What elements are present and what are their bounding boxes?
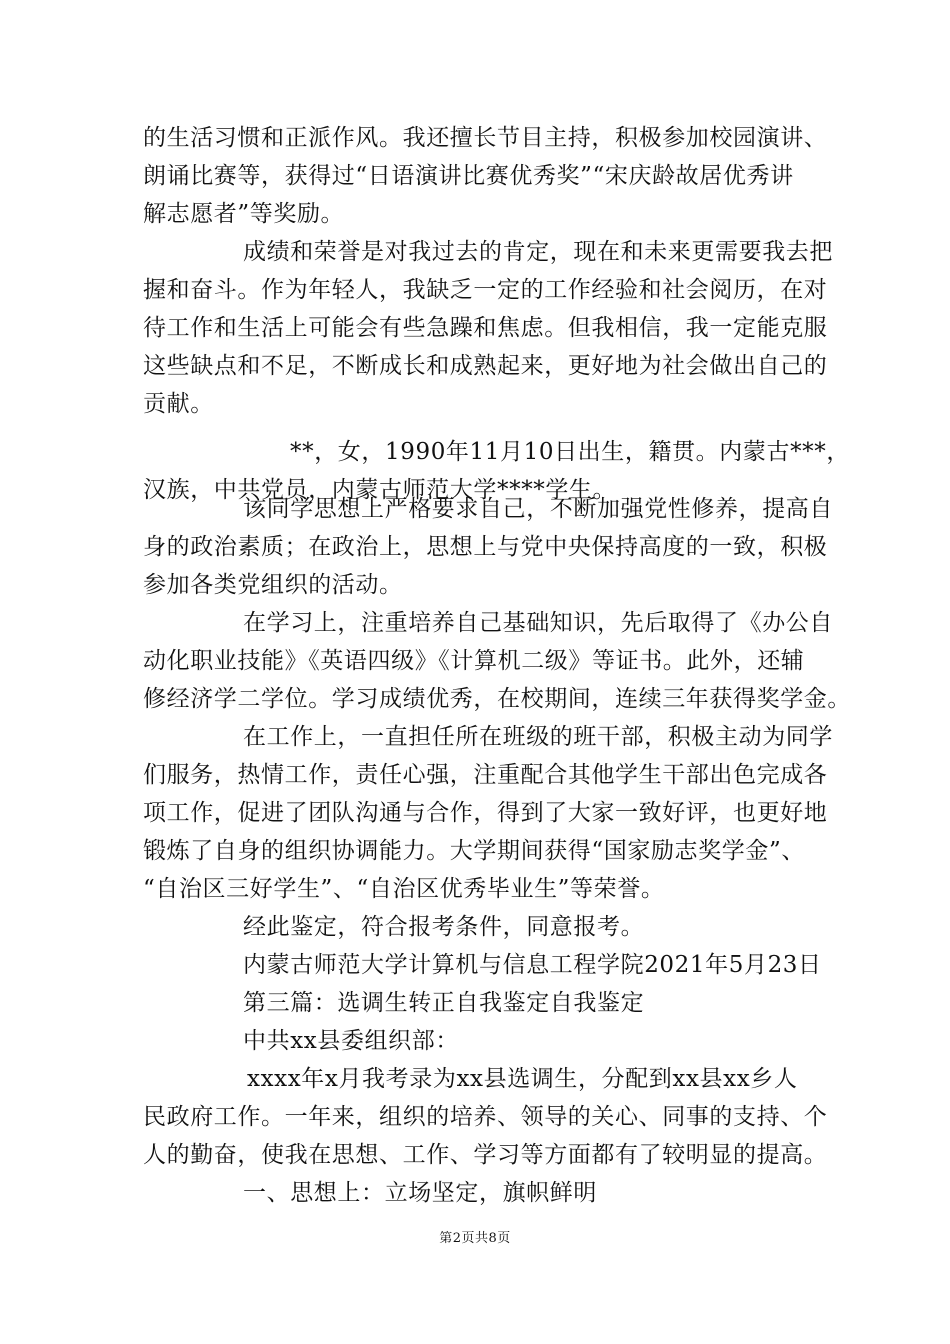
text-line: 们服务，热情工作，责任心强，注重配合其他学生干部出色完成各 xyxy=(143,762,828,788)
text-line: 身的政治素质；在政治上，思想上与党中央保持高度的一致，积极 xyxy=(143,534,828,560)
text-line: 修经济学二学位。学习成绩优秀，在校期间，连续三年获得奖学金。 xyxy=(143,686,851,712)
text-line: 在学习上，注重培养自己基础知识，先后取得了《办公自 xyxy=(243,610,833,636)
text-line: 这些缺点和不足，不断成长和成熟起来，更好地为社会做出自己的 xyxy=(143,353,828,379)
text-line: 动化职业技能》《英语四级》《计算机二级》等证书。此外，还辅 xyxy=(143,648,805,674)
text-line: 该同学思想上严格要求自己，不断加强党性修养，提高自 xyxy=(243,496,833,522)
text-line: 锻炼了自身的组织协调能力。大学期间获得“国家励志奖学金”、 xyxy=(143,838,805,864)
text-line: 在工作上，一直担任所在班级的班干部，积极主动为同学 xyxy=(243,724,833,750)
text-line: 内蒙古师范大学计算机与信息工程学院2021年5月23日 xyxy=(243,952,822,978)
subsection-heading: 一、思想上：立场坚定，旗帜鲜明 xyxy=(243,1180,597,1206)
page-number: 第2页共8页 xyxy=(439,1231,511,1246)
text-line: 汉族，中共党员，内蒙古师范大学****学生。 xyxy=(143,477,617,503)
section-heading: 第三篇：选调生转正自我鉴定自我鉴定 xyxy=(243,990,645,1016)
text-line: “自治区三好学生”、“自治区优秀毕业生”等荣誉。 xyxy=(143,876,665,902)
text-line: 经此鉴定，符合报考条件，同意报考。 xyxy=(243,914,645,940)
text-line: 人的勤奋，使我在思想、工作、学习等方面都有了较明显的提高。 xyxy=(143,1142,828,1168)
text-line: **，女，1990年11月10日出生，籍贯。内蒙古***， xyxy=(290,439,850,465)
text-line: 民政府工作。一年来，组织的培养、领导的关心、同事的支持、个 xyxy=(143,1104,828,1130)
text-line: 的生活习惯和正派作风。我还擅长节目主持，积极参加校园演讲、 xyxy=(143,125,828,151)
text-line: xxxx年x月我考录为xx县选调生，分配到xx县xx乡人 xyxy=(247,1066,798,1092)
text-line: 解志愿者”等奖励。 xyxy=(143,201,345,227)
text-line: 成绩和荣誉是对我过去的肯定，现在和未来更需要我去把 xyxy=(243,239,833,265)
salutation: 中共xx县委组织部： xyxy=(243,1028,459,1054)
text-line: 握和奋斗。作为年轻人，我缺乏一定的工作经验和社会阅历，在对 xyxy=(143,277,828,303)
text-line: 参加各类党组织的活动。 xyxy=(143,572,403,598)
text-line: 朗诵比赛等，获得过“日语演讲比赛优秀奖”“宋庆龄故居优秀讲 xyxy=(143,163,794,189)
text-line: 贡献。 xyxy=(143,391,214,417)
text-line: 项工作，促进了团队沟通与合作，得到了大家一致好评，也更好地 xyxy=(143,800,828,826)
text-line: 待工作和生活上可能会有些急躁和焦虑。但我相信，我一定能克服 xyxy=(143,315,828,341)
